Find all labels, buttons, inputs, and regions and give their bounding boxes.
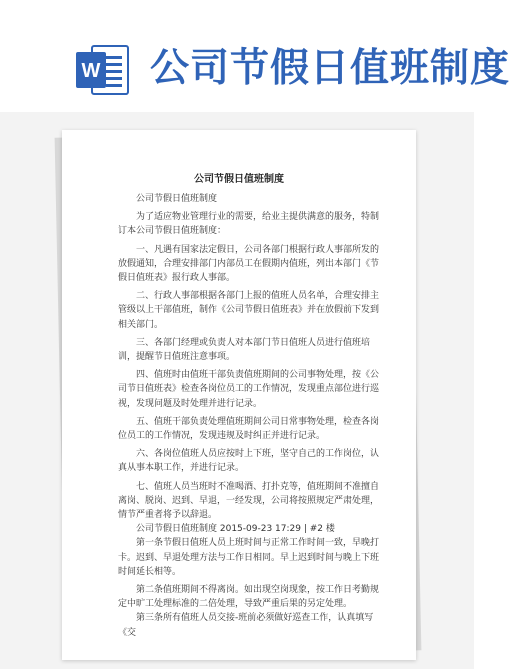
paragraph-item-4: 四、值班时由值班干部负责值班期间的公司事物处理，按《公司节日值班表》检查各岗位员工的工作情况，发现重点部位进行巡视，发现问题及时处理并进行记录。 <box>118 370 380 409</box>
paragraph-item-3: 三、各部门经理或负责人对本部门节日值班人员进行值班培训，提醒节日值班注意事项。 <box>118 337 371 363</box>
paragraph-item-2: 二、行政人事部根据各部门上报的值班人员名单，合理安排主管级以上干部值班，制作《公司节假日值班表》并在放假前下发到相关部门。 <box>118 291 380 330</box>
word-document-icon <box>76 42 130 98</box>
paragraph-item-5: 五、值班干部负责处理值班期间公司日常事物处理，检查各岗位员工的工作情况，发现违规及时纠正并进行记录。 <box>118 416 380 442</box>
document-title: 公司节假日值班制度 <box>194 174 284 185</box>
document-page <box>62 130 416 660</box>
post-meta-line: 公司节假日值班制度 2015-09-23 17:29 | #2 楼 <box>136 524 335 535</box>
page-header <box>0 0 510 126</box>
paragraph-article-1: 第一条节假日值班人员上班时间与正常工作时间一致，早晚打卡。迟到、早退处理方法与工作日相同。早上迟到时间与晚上下班时间延长相等。 <box>118 538 380 577</box>
paragraph-article-3: 第三条所有值班人员交接-班前必须做好巡查工作，认真填写《交 <box>118 613 374 638</box>
document-subheading: 公司节假日值班制度 <box>136 194 218 204</box>
page-title: 公司节假日值班制度 <box>150 46 510 91</box>
paragraph-item-6: 六、各岗位值班人员应按时上下班，坚守自己的工作岗位，认真从事本职工作，并进行记录。 <box>118 449 380 474</box>
paragraph-intro: 为了适应物业管理行业的需要，给业主提供满意的服务，特制订本公司节假日值班制度： <box>118 212 380 237</box>
paragraph-article-2: 第二条值班期间不得离岗。如出现空岗现象，按工作日考勤规定中旷工处理标准的二倍处理，导致严重后果的另定处理。 <box>118 585 380 610</box>
svg-text:W: W <box>81 60 101 82</box>
document-body <box>118 190 380 640</box>
paragraph-item-7: 七、值班人员当班时不准喝酒、打扑克等，值班期间不准擅自离岗、脱岗、迟到、早退，一经发现，公司将按照规定严肃处理，情节严重者将予以辞退。 <box>118 481 380 521</box>
paragraph-item-1: 一、凡遇有国家法定假日，公司各部门根据行政人事部所发的放假通知，合理安排部门内部员工在假期内值班，列出本部门《节假日值班表》报行政人事部。 <box>118 244 380 284</box>
